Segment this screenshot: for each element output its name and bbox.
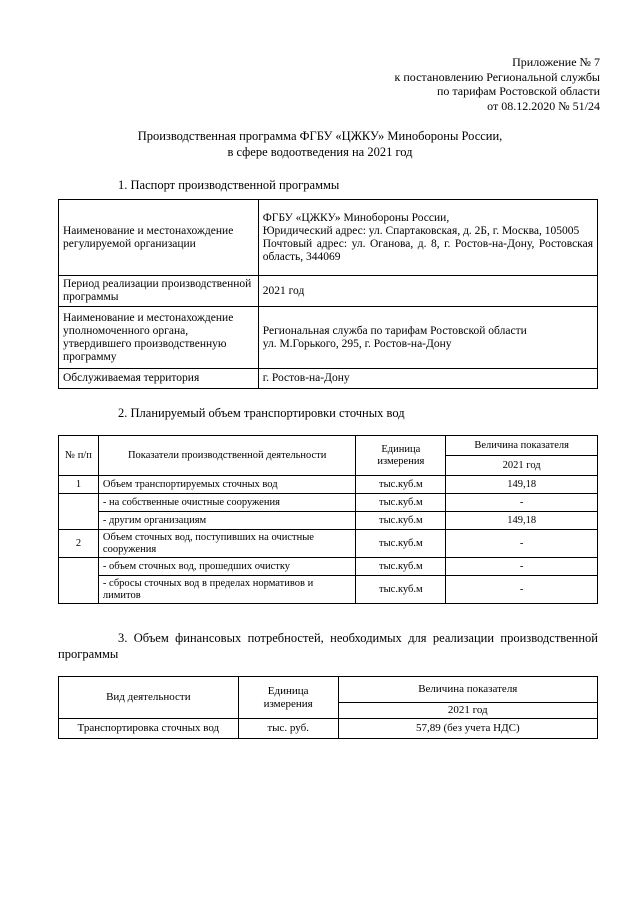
col-header-activity: Вид деятельности: [59, 677, 239, 719]
document-title: [0, 128, 640, 160]
cell-name: Объем сточных вод, поступивших на очистные сооружения: [98, 530, 355, 558]
value-line: Почтовый адрес: ул. Оганова, д. 8, г. Ростов-на-Дону, Ростовская область, 344069: [262, 237, 593, 263]
section1-heading: 1. Паспорт производственной программы: [118, 178, 340, 192]
cell-unit: тыс.куб.м: [356, 476, 446, 494]
title-line: в сфере водоотведения на 2021 год: [227, 145, 413, 159]
col-header-year: 2021 год: [338, 703, 597, 719]
table-row: [59, 307, 598, 369]
table-row: [59, 276, 598, 307]
col-header-value: Величина показателя: [338, 677, 597, 703]
col-header-year: 2021 год: [446, 456, 598, 476]
table-row: [59, 476, 598, 494]
cell-value: 149,18: [446, 512, 598, 530]
cell-num: [59, 558, 99, 604]
passport-label: Наименование и местонахождение регулируемой организации: [59, 200, 259, 276]
table-row: [59, 719, 598, 739]
appendix-line: к постановлению Региональной службы: [394, 69, 600, 84]
section2-heading: 2. Планируемый объем транспортировки сточных вод: [118, 406, 405, 420]
col-header-unit: Единица измерения: [356, 436, 446, 476]
table-row: [59, 677, 598, 703]
value-line: ул. М.Горького, 295, г. Ростов-на-Дону: [262, 337, 452, 350]
passport-value: 2021 год: [258, 276, 597, 307]
value-line: Юридический адрес: ул. Спартаковская, д. 2Б, г. Москва, 105005: [262, 224, 580, 237]
table-row: [59, 576, 598, 604]
passport-label: Обслуживаемая территория: [59, 369, 259, 389]
value-line: ФГБУ «ЦЖКУ» Минобороны России,: [262, 211, 450, 224]
cell-name: Объем транспортируемых сточных вод: [98, 476, 355, 494]
table-row: [59, 558, 598, 576]
appendix-header: [395, 55, 600, 113]
cell-unit: тыс.куб.м: [356, 494, 446, 512]
passport-value: [258, 200, 597, 276]
cell-unit: тыс.куб.м: [356, 512, 446, 530]
cell-unit: тыс. руб.: [238, 719, 338, 739]
cell-value: -: [446, 558, 598, 576]
passport-value: [258, 307, 597, 369]
cell-value: -: [446, 576, 598, 604]
cell-name: - сбросы сточных вод в пределах нормативов и лимитов: [98, 576, 355, 604]
title-line: Производственная программа ФГБУ «ЦЖКУ» Минобороны России,: [137, 129, 503, 143]
passport-label: Период реализации производственной программы: [59, 276, 259, 307]
table-row: [59, 494, 598, 512]
col-header-num: № п/п: [59, 436, 99, 476]
cell-name: - объем сточных вод, прошедших очистку: [98, 558, 355, 576]
cell-num: 2: [59, 530, 99, 558]
cell-value: 57,89 (без учета НДС): [338, 719, 597, 739]
cell-num: [59, 494, 99, 530]
table-row: [59, 530, 598, 558]
col-header-unit: Единица измерения: [238, 677, 338, 719]
cell-unit: тыс.куб.м: [356, 576, 446, 604]
cell-unit: тыс.куб.м: [356, 558, 446, 576]
cell-unit: тыс.куб.м: [356, 530, 446, 558]
cell-value: 149,18: [446, 476, 598, 494]
table-row: [59, 512, 598, 530]
col-header-indicators: Показатели производственной деятельности: [98, 436, 355, 476]
col-header-value: Величина показателя: [446, 436, 598, 456]
cell-name: - другим организациям: [98, 512, 355, 530]
financial-needs-table: [58, 676, 598, 739]
appendix-line: от 08.12.2020 № 51/24: [487, 98, 600, 113]
table-row: [59, 369, 598, 389]
cell-name: - на собственные очистные сооружения: [98, 494, 355, 512]
passport-label: Наименование и местонахождение уполномоченного органа, утвердившего производственную программу: [59, 307, 259, 369]
appendix-line: Приложение № 7: [512, 55, 600, 69]
cell-value: -: [446, 494, 598, 512]
transport-volume-table: [58, 435, 598, 604]
section3-heading: 3. Объем финансовых потребностей, необходимых для реализации производственной программы: [58, 631, 598, 661]
cell-num: 1: [59, 476, 99, 494]
passport-value: г. Ростов-на-Дону: [258, 369, 597, 389]
table-row: [59, 436, 598, 456]
value-line: Региональная служба по тарифам Ростовской области: [262, 324, 527, 337]
table-row: [59, 200, 598, 276]
cell-value: -: [446, 530, 598, 558]
passport-table: [58, 199, 598, 389]
cell-activity: Транспортировка сточных вод: [59, 719, 239, 739]
appendix-line: по тарифам Ростовской области: [436, 84, 600, 98]
